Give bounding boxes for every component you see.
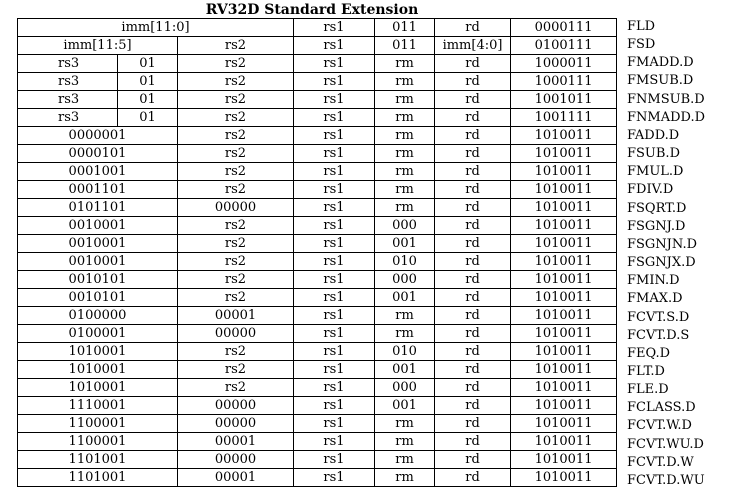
rs1-field: rs1 xyxy=(294,397,375,415)
mnemonic-label: FDIV.D xyxy=(627,182,674,198)
funct7-field: 0100001 xyxy=(18,325,178,343)
rs1-field: rs1 xyxy=(294,253,375,271)
funct7-field: 1100001 xyxy=(18,433,178,451)
rs1-field: rs1 xyxy=(294,235,375,253)
rd-field: rd xyxy=(435,415,511,433)
opcode-field: 1001111 xyxy=(511,109,617,127)
table-row xyxy=(18,253,617,271)
table-row xyxy=(18,343,617,361)
opcode-field: 1010011 xyxy=(511,217,617,235)
funct7-field: 1110001 xyxy=(18,397,178,415)
funct3-field: rm xyxy=(375,325,435,343)
table-row xyxy=(18,289,617,307)
mnemonic-label: FSD xyxy=(627,37,656,53)
rs2-field: rs2 xyxy=(178,145,294,163)
opcode-field: 1010011 xyxy=(511,451,617,469)
rd-field: rd xyxy=(435,55,511,73)
mnemonic-label: FCVT.D.S xyxy=(627,327,690,343)
funct7-field: 1100001 xyxy=(18,415,178,433)
rs2-field: 00000 xyxy=(178,397,294,415)
funct3-field: rm xyxy=(375,181,435,199)
table-row xyxy=(18,19,617,37)
table-row xyxy=(18,127,617,145)
rs1-field: rs1 xyxy=(294,433,375,451)
rd-field: rd xyxy=(435,145,511,163)
rd-field: rd xyxy=(435,469,511,487)
rs1-field: rs1 xyxy=(294,163,375,181)
opcode-field: 1010011 xyxy=(511,127,617,145)
funct3-field: 000 xyxy=(375,217,435,235)
rs2-field: 00001 xyxy=(178,469,294,487)
rs2-field: rs2 xyxy=(178,379,294,397)
rs1-field: rs1 xyxy=(294,289,375,307)
rs2-field: rs2 xyxy=(178,271,294,289)
opcode-field: 1010011 xyxy=(511,343,617,361)
rs2-field: rs2 xyxy=(178,235,294,253)
funct7-field: 0010001 xyxy=(18,235,178,253)
funct3-field: rm xyxy=(375,469,435,487)
rs1-field: rs1 xyxy=(294,109,375,127)
rs1-field: rs1 xyxy=(294,55,375,73)
rs2-field: 00001 xyxy=(178,307,294,325)
opcode-field: 1010011 xyxy=(511,379,617,397)
rs3-field: rs3 xyxy=(18,73,118,91)
mnemonic-label: FADD.D xyxy=(627,127,680,143)
mnemonic-label: FNMSUB.D xyxy=(627,91,705,107)
mnemonic-label: FLE.D xyxy=(627,382,669,398)
table-row xyxy=(18,91,617,109)
funct7-field: 1101001 xyxy=(18,451,178,469)
mnemonic-label: FCVT.D.W xyxy=(627,454,694,470)
rd-field: rd xyxy=(435,343,511,361)
opcode-field: 1001011 xyxy=(511,91,617,109)
opcode-field: 1010011 xyxy=(511,235,617,253)
rd-field: rd xyxy=(435,325,511,343)
rs3-field: rs3 xyxy=(18,55,118,73)
mnemonic-label: FCVT.WU.D xyxy=(627,436,704,452)
rs1-field: rs1 xyxy=(294,307,375,325)
rs2-field: 00000 xyxy=(178,325,294,343)
table-row xyxy=(18,235,617,253)
rs2-field: rs2 xyxy=(178,127,294,145)
rd-field: rd xyxy=(435,19,511,37)
fmt-field: 01 xyxy=(118,109,178,127)
rs2-field: 00000 xyxy=(178,415,294,433)
imm-field: imm[11:0] xyxy=(18,19,294,37)
rs1-field: rs1 xyxy=(294,469,375,487)
funct7-field: 1010001 xyxy=(18,379,178,397)
rs1-field: rs1 xyxy=(294,19,375,37)
rs1-field: rs1 xyxy=(294,361,375,379)
rs1-field: rs1 xyxy=(294,73,375,91)
rd-field: rd xyxy=(435,163,511,181)
funct7-field: 0010001 xyxy=(18,253,178,271)
rs1-field: rs1 xyxy=(294,145,375,163)
opcode-field: 1010011 xyxy=(511,181,617,199)
rs1-field: rs1 xyxy=(294,451,375,469)
rd-field: rd xyxy=(435,127,511,145)
rs2-field: rs2 xyxy=(178,109,294,127)
rs2-field: rs2 xyxy=(178,91,294,109)
mnemonic-label: FSQRT.D xyxy=(627,200,687,216)
table-row xyxy=(18,37,617,55)
funct7-field: 0010101 xyxy=(18,271,178,289)
funct7-field: 0010101 xyxy=(18,289,178,307)
rs2-field: rs2 xyxy=(178,253,294,271)
funct3-field: rm xyxy=(375,199,435,217)
funct7-field: 0100000 xyxy=(18,307,178,325)
encoding-table xyxy=(17,18,617,487)
funct3-field: 011 xyxy=(375,37,435,55)
table-row xyxy=(18,469,617,487)
table-row xyxy=(18,109,617,127)
funct3-field: rm xyxy=(375,415,435,433)
opcode-field: 1010011 xyxy=(511,433,617,451)
opcode-field: 1010011 xyxy=(511,415,617,433)
rs2-field: 00000 xyxy=(178,451,294,469)
funct7-field: 0010001 xyxy=(18,217,178,235)
rd-field: rd xyxy=(435,199,511,217)
funct3-field: rm xyxy=(375,451,435,469)
opcode-field: 1010011 xyxy=(511,145,617,163)
funct7-field: 0101101 xyxy=(18,199,178,217)
opcode-field: 1010011 xyxy=(511,361,617,379)
opcode-field: 1010011 xyxy=(511,253,617,271)
funct3-field: 010 xyxy=(375,253,435,271)
rd-field: rd xyxy=(435,361,511,379)
rd-field: rd xyxy=(435,91,511,109)
mnemonic-column xyxy=(627,18,744,490)
rd-field: rd xyxy=(435,307,511,325)
opcode-field: 1000011 xyxy=(511,55,617,73)
rs2-field: rs2 xyxy=(178,55,294,73)
funct7-field: 1101001 xyxy=(18,469,178,487)
fmt-field: 01 xyxy=(118,91,178,109)
opcode-field: 0000111 xyxy=(511,19,617,37)
rs2-field: rs2 xyxy=(178,361,294,379)
funct7-field: 1010001 xyxy=(18,361,178,379)
fmt-field: 01 xyxy=(118,73,178,91)
funct7-field: 0001001 xyxy=(18,163,178,181)
rs1-field: rs1 xyxy=(294,325,375,343)
funct3-field: 001 xyxy=(375,289,435,307)
funct3-field: 001 xyxy=(375,235,435,253)
opcode-field: 0100111 xyxy=(511,37,617,55)
rs2-field: rs2 xyxy=(178,73,294,91)
funct3-field: 011 xyxy=(375,19,435,37)
opcode-field: 1010011 xyxy=(511,199,617,217)
opcode-field: 1010011 xyxy=(511,469,617,487)
table-row xyxy=(18,271,617,289)
rd-field: rd xyxy=(435,235,511,253)
funct3-field: 000 xyxy=(375,379,435,397)
table-row xyxy=(18,361,617,379)
table-row xyxy=(18,415,617,433)
mnemonic-label: FSGNJX.D xyxy=(627,255,696,271)
fmt-field: 01 xyxy=(118,55,178,73)
table-row xyxy=(18,217,617,235)
rs1-field: rs1 xyxy=(294,199,375,217)
mnemonic-label: FLD xyxy=(627,19,656,34)
mnemonic-label: FSGNJ.D xyxy=(627,218,686,234)
table-row xyxy=(18,199,617,217)
rs1-field: rs1 xyxy=(294,379,375,397)
opcode-field: 1010011 xyxy=(511,325,617,343)
rd-field: rd xyxy=(435,109,511,127)
table-row xyxy=(18,451,617,469)
mnemonic-label: FNMADD.D xyxy=(627,109,706,125)
funct7-field: 0000101 xyxy=(18,145,178,163)
rd-field: rd xyxy=(435,181,511,199)
mnemonic-label: FMUL.D xyxy=(627,164,684,180)
rd-field: rd xyxy=(435,217,511,235)
rs1-field: rs1 xyxy=(294,127,375,145)
table-row xyxy=(18,181,617,199)
rd-field: rd xyxy=(435,379,511,397)
rs1-field: rs1 xyxy=(294,415,375,433)
rd-field: rd xyxy=(435,451,511,469)
table-row xyxy=(18,397,617,415)
rs3-field: rs3 xyxy=(18,109,118,127)
mnemonic-label: FCVT.D.WU xyxy=(627,472,705,488)
rs2-field: rs2 xyxy=(178,343,294,361)
rs2-field: rs2 xyxy=(178,289,294,307)
rd-field: rd xyxy=(435,253,511,271)
rs2-field: rs2 xyxy=(178,37,294,55)
table-row xyxy=(18,379,617,397)
rs1-field: rs1 xyxy=(294,37,375,55)
rs1-field: rs1 xyxy=(294,91,375,109)
funct3-field: rm xyxy=(375,109,435,127)
funct7-field: 0000001 xyxy=(18,127,178,145)
table-title: RV32D Standard Extension xyxy=(205,2,419,18)
mnemonic-label: FMAX.D xyxy=(627,291,683,307)
funct3-field: rm xyxy=(375,145,435,163)
rs1-field: rs1 xyxy=(294,217,375,235)
mnemonic-label: FMSUB.D xyxy=(627,73,694,89)
rs2-field: rs2 xyxy=(178,163,294,181)
rd-field: rd xyxy=(435,289,511,307)
funct7-field: 1010001 xyxy=(18,343,178,361)
rs1-field: rs1 xyxy=(294,271,375,289)
rs2-field: 00001 xyxy=(178,433,294,451)
mnemonic-label: FLT.D xyxy=(627,363,665,379)
mnemonic-label: FCLASS.D xyxy=(627,400,696,416)
opcode-field: 1000111 xyxy=(511,73,617,91)
rs3-field: rs3 xyxy=(18,91,118,109)
funct7-field: 0001101 xyxy=(18,181,178,199)
rd-field: rd xyxy=(435,73,511,91)
rs1-field: rs1 xyxy=(294,181,375,199)
funct3-field: rm xyxy=(375,307,435,325)
mnemonic-label: FSUB.D xyxy=(627,146,680,162)
opcode-field: 1010011 xyxy=(511,289,617,307)
rs1-field: rs1 xyxy=(294,343,375,361)
funct3-field: rm xyxy=(375,91,435,109)
table-row xyxy=(18,163,617,181)
opcode-field: 1010011 xyxy=(511,397,617,415)
funct3-field: 001 xyxy=(375,361,435,379)
rs2-field: rs2 xyxy=(178,217,294,235)
table-row xyxy=(18,55,617,73)
funct3-field: 001 xyxy=(375,397,435,415)
funct3-field: rm xyxy=(375,55,435,73)
opcode-field: 1010011 xyxy=(511,307,617,325)
mnemonic-label: FSGNJN.D xyxy=(627,236,697,252)
mnemonic-label: FMIN.D xyxy=(627,273,680,289)
funct3-field: rm xyxy=(375,433,435,451)
table-row xyxy=(18,145,617,163)
mnemonic-label: FEQ.D xyxy=(627,345,671,361)
rd-field: rd xyxy=(435,397,511,415)
opcode-field: 1010011 xyxy=(511,271,617,289)
rs2-field: rs2 xyxy=(178,181,294,199)
funct3-field: rm xyxy=(375,127,435,145)
rd-field: rd xyxy=(435,433,511,451)
table-row xyxy=(18,73,617,91)
mnemonic-label: FMADD.D xyxy=(627,55,694,71)
funct3-field: 010 xyxy=(375,343,435,361)
table-row xyxy=(18,307,617,325)
imm-lo-field: imm[4:0] xyxy=(435,37,511,55)
opcode-field: 1010011 xyxy=(511,163,617,181)
mnemonic-label: FCVT.W.D xyxy=(627,418,692,434)
table-row xyxy=(18,433,617,451)
table-row xyxy=(18,325,617,343)
rs2-field: 00000 xyxy=(178,199,294,217)
mnemonic-label: FCVT.S.D xyxy=(627,309,690,325)
funct3-field: rm xyxy=(375,73,435,91)
funct3-field: rm xyxy=(375,163,435,181)
funct3-field: 000 xyxy=(375,271,435,289)
rd-field: rd xyxy=(435,271,511,289)
imm-hi-field: imm[11:5] xyxy=(18,37,178,55)
